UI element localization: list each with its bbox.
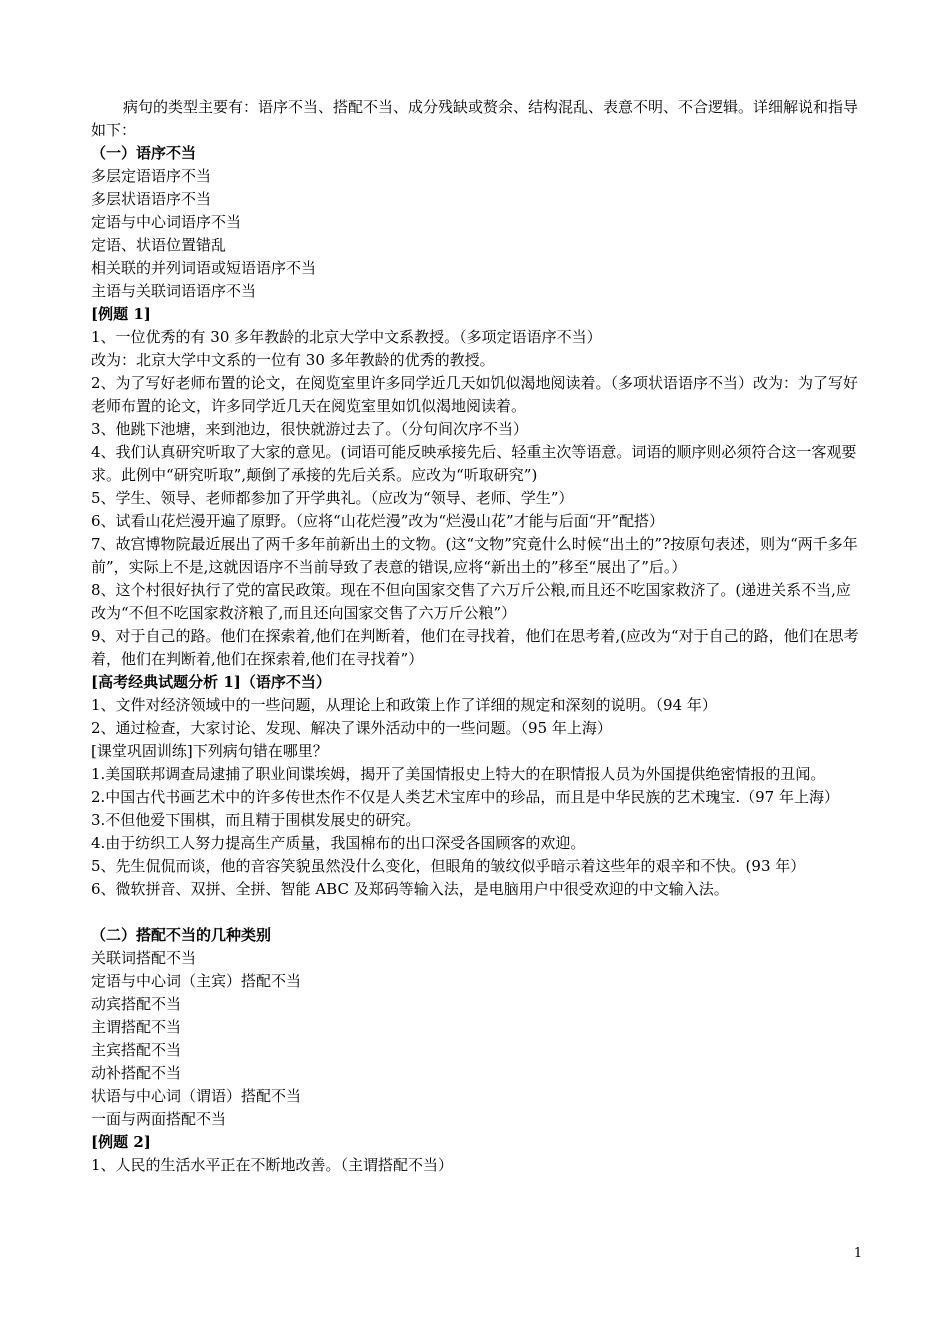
example-item: 4、我们认真研究听取了大家的意见。(词语可能反映承接先后、轻重主次等语意。词语的顺序则必须符合这一客观要求。此例中“研究听取”,颠倒了承接的先后关系。应改为“听取研究”) (91, 443, 857, 484)
example-1-heading: [例题 1] (91, 305, 151, 323)
section-2-type: 动补搭配不当 (91, 1064, 182, 1082)
example-2-heading: [例题 2] (91, 1133, 151, 1151)
section-1-heading: （一）语序不当 (91, 144, 197, 162)
exam-item: 2、通过检查，大家讨论、发现、解决了课外活动中的一些问题。（95 年上海） (91, 719, 612, 737)
practice-item: 1.美国联邦调查局逮捕了职业间谍埃姆，揭开了美国情报史上特大的在职情报人员为外国提供绝密情报的丑闻。 (91, 765, 826, 783)
example-item: 1、人民的生活水平正在不断地改善。（主谓搭配不当） (91, 1156, 454, 1174)
practice-item: 5、先生侃侃而谈，他的音容笑貌虽然没什么变化，但眼角的皱纹似乎暗示着这些年的艰辛和不快。(93 年） (91, 857, 806, 875)
section-1-type: 相关联的并列词语或短语语序不当 (91, 259, 317, 277)
section-2-type: 主宾搭配不当 (91, 1041, 182, 1059)
example-item: 8、这个村很好执行了党的富民政策。现在不但向国家交售了六万斤公粮,而且还不吃国家救济了。(递进关系不当,应改为“不但不吃国家救济粮了,而且还向国家交售了六万斤公粮”） (91, 581, 851, 622)
section-2-type: 一面与两面搭配不当 (91, 1110, 227, 1128)
example-item: 5、学生、领导、老师都参加了开学典礼。（应改为“领导、老师、学生”） (91, 489, 574, 507)
section-2-type: 关联词搭配不当 (91, 949, 197, 967)
practice-item: 6、微软拼音、双拼、全拼、智能 ABC 及郑码等输入法，是电脑用户中很受欢迎的中文输入法。 (91, 880, 729, 898)
practice-item: 3.不但他爱下围棋，而且精于围棋发展史的研究。 (91, 811, 421, 829)
section-2-type: 状语与中心词（谓语）搭配不当 (91, 1087, 302, 1105)
blank-line (91, 901, 861, 924)
example-item: 1、一位优秀的有 30 多年教龄的北京大学中文系教授。（多项定语语序不当） (91, 328, 602, 346)
section-2-type: 主谓搭配不当 (91, 1018, 182, 1036)
example-item: 7、故宫博物院最近展出了两千多年前新出土的文物。(这“文物”究竟什么时候“出土的”?按原句表述，则为“两千多年前”，实际上不是,这就因语序不当前导致了表意的错误,应将“新出土的”移至“展出了”后。） (91, 535, 858, 576)
example-item: 9、对于自己的路。他们在探索着,他们在判断着，他们在寻找着，他们在思考着,(应改为“对于自己的路，他们在思考着，他们在判断着,他们在探索着,他们在寻找着”） (91, 627, 859, 668)
section-2-heading: （二）搭配不当的几种类别 (91, 926, 272, 944)
example-item: 改为：北京大学中文系的一位有 30 多年教龄的优秀的教授。 (91, 351, 495, 369)
page-number: 1 (853, 1246, 863, 1261)
example-item: 2、为了写好老师布置的论文，在阅览室里许多同学近几天如饥似渴地阅读着。（多项状语语序不当）改为：为了写好老师布置的论文，许多同学近几天在阅览室里如饥似渴地阅读着。 (91, 374, 859, 415)
document-page (91, 96, 861, 1177)
section-2-type: 动宾搭配不当 (91, 995, 182, 1013)
section-1-type: 多层定语语序不当 (91, 167, 212, 185)
section-2-type: 定语与中心词（主宾）搭配不当 (91, 972, 302, 990)
section-1-type: 多层状语语序不当 (91, 190, 212, 208)
practice-item: 4.由于纺织工人努力提高生产质量，我国棉布的出口深受各国顾客的欢迎。 (91, 834, 586, 852)
exam-item: 1、文件对经济领域中的一些问题，从理论上和政策上作了详细的规定和深刻的说明。（94 年） (91, 696, 717, 714)
section-1-type: 定语与中心词语序不当 (91, 213, 242, 231)
intro-paragraph: 病句的类型主要有：语序不当、搭配不当、成分残缺或赘余、结构混乱、表意不明、不合逻辑。详细解说和指导如下： (91, 98, 859, 139)
section-1-type: 主语与关联词语语序不当 (91, 282, 257, 300)
section-1-type: 定语、状语位置错乱 (91, 236, 227, 254)
example-item: 6、试看山花烂漫开遍了原野。（应将“山花烂漫”改为“烂漫山花”才能与后面“开”配搭） (91, 512, 665, 530)
practice-item: 2.中国古代书画艺术中的许多传世杰作不仅是人类艺术宝库中的珍品，而且是中华民族的艺术瑰宝.（97 年上海） (91, 788, 839, 806)
exam-analysis-heading: [高考经典试题分析 1]（语序不当） (91, 673, 331, 691)
example-item: 3、他跳下池塘，来到池边，很快就游过去了。（分句间次序不当） (91, 420, 529, 438)
practice-heading: [课堂巩固训练]下列病句错在哪里？ (91, 742, 328, 760)
